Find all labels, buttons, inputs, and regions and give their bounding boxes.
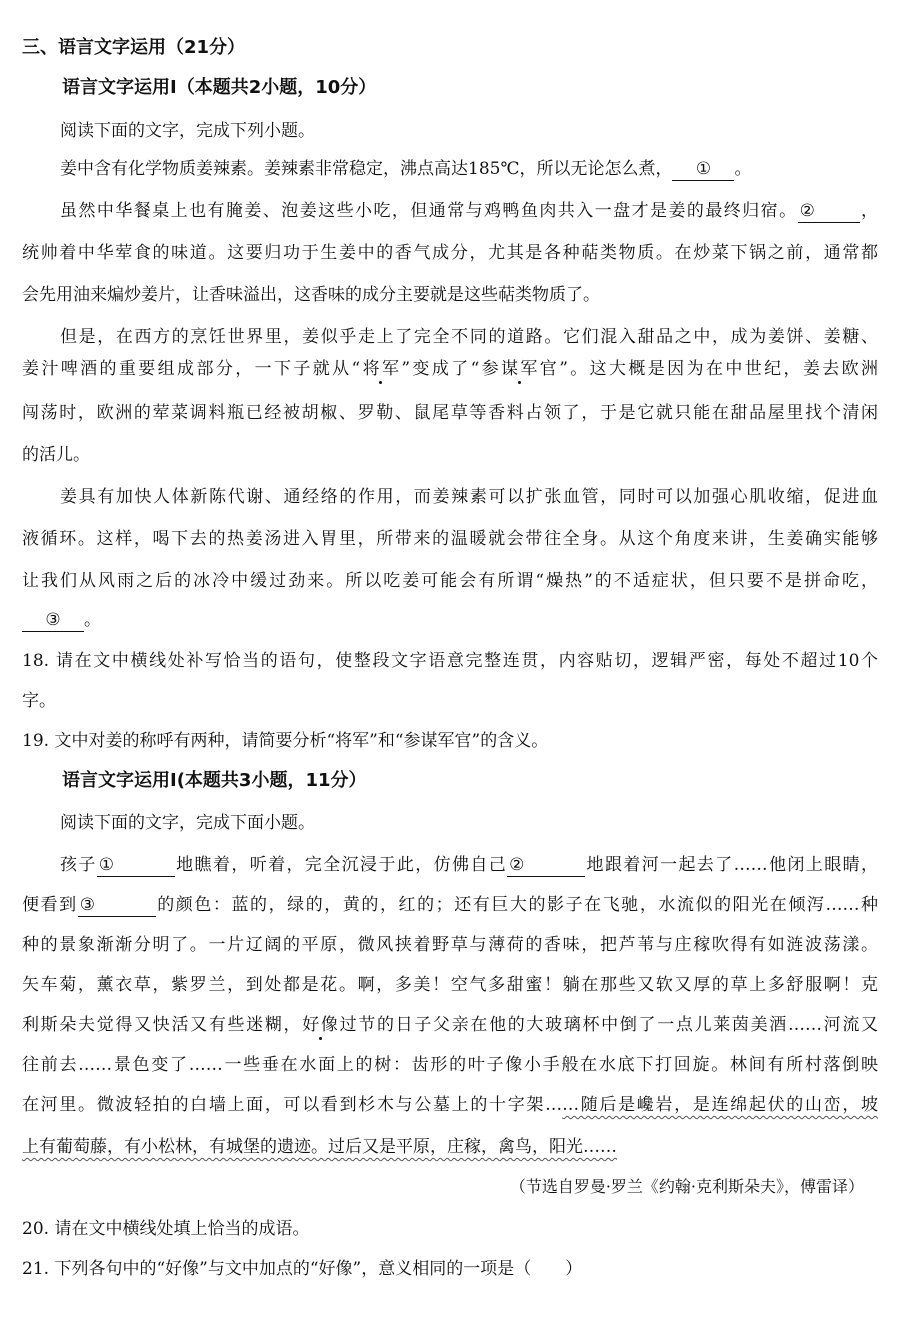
part2-title: 语言文字运用Ⅰ(本题共3小题，11分） [62,770,367,791]
text-segment: 。 [84,610,101,630]
passage1-paragraph2-line1 [60,200,878,223]
text-segment: 利斯朵夫觉得又快活又有些迷糊， [22,1015,303,1035]
answer-blank-2: ② [798,200,860,223]
question-21: 21. 下列各句中的“好像”与文中加点的“好像”，意义相同的一项是（ ） [22,1259,583,1279]
section-title: 三、语言文字运用（21分） [22,37,246,58]
dotted-term-canmou: 参谋军官 [479,359,560,379]
passage1-paragraph3-line1: 但是，在西方的烹饪世界里，姜似乎走上了完全不同的道路。它们混入甜品之中，成为姜饼、姜糖、 [60,327,878,347]
passage1-paragraph4-line4 [22,609,878,632]
answer-blank-3: ③ [22,609,84,632]
passage1-paragraph1 [60,158,878,181]
answer-blank-p2-2: ② [507,854,585,877]
question-20: 20. 请在文中横线处填上恰当的成语。 [22,1219,310,1239]
passage2-line1 [60,854,878,877]
passage1-paragraph2-line2: 统帅着中华荤食的味道。这要归功于生姜中的香气成分，尤其是各种萜类物质。在炒菜下锅之前，通常都 [22,243,878,263]
text-segment: ”变成了“ [401,359,480,379]
passage2-line8 [22,1136,878,1158]
passage1-paragraph3-line2 [22,358,878,380]
text-segment: 的颜色：蓝的，绿的，黄的，红的；还有巨大的影子在飞驰，水流似的阳光在倾泻……种 [155,895,879,915]
text-segment: 姜汁啤酒的重要组成部分，一下子就从“ [22,359,361,379]
passage2-line2 [22,894,878,917]
passage1-paragraph4-line1: 姜具有加快人体新陈代谢、通经络的作用，而姜辣素可以扩张血管，同时可以加强心肌收缩，促进血 [60,487,878,507]
answer-blank-p2-1: ① [97,854,175,877]
question-18-line2: 字。 [22,691,56,711]
passage1-paragraph3-line3: 闯荡时，欧洲的荤菜调料瓶已经被胡椒、罗勒、鼠尾草等香料占领了，于是它就只能在甜品屋里找个清闲 [22,403,878,423]
text-segment: 。 [734,159,752,179]
passage2-line4: 矢车菊，薰衣草，紫罗兰，到处都是花。啊，多美！空气多甜蜜！躺在那些又软又厚的草上多舒服啊！克 [22,975,878,995]
text-segment: 过节的日子父亲在他的大玻璃杯中倒了一点儿莱茵美酒……河流又 [339,1015,879,1035]
text-segment: 孩子 [60,855,97,875]
wavy-underlined-text: …随后是巉岩，是连绵起伏的山峦，坡 [562,1095,879,1115]
passage2-line6: 往前去……景色变了……一些垂在水面上的树：齿形的叶子像小手般在水底下打回旋。林间有所村落倒映 [22,1055,878,1075]
text-segment: 地跟着河一起去了……他闭上眼睛， [585,855,879,875]
text-segment: 虽然中华餐桌上也有腌姜、泡姜这些小吃，但通常与鸡鸭鱼肉共入一盘才是姜的最终归宿。 [60,201,798,221]
passage2-line5 [22,1014,878,1036]
answer-blank-1: ① [672,158,734,181]
text-segment: ”。这大概是因为在中世纪，姜去欧洲 [559,359,879,379]
part2-instruction: 阅读下面的文字，完成下面小题。 [60,813,315,833]
text-segment: 地瞧着，听着，完全沉浸于此，仿佛自己 [174,855,508,875]
passage2-line3: 种的景象渐渐分明了。一片辽阔的平原，微风挟着野草与薄荷的香味，把芦苇与庄稼吹得有如涟波荡漾。 [22,935,878,955]
passage1-paragraph3-line4: 的活儿。 [22,445,90,465]
passage-source: （节选自罗曼·罗兰《约翰·克利斯朵夫》，傅雷译） [509,1177,864,1196]
part1-title: 语言文字运用Ⅰ（本题共2小题，10分） [62,77,377,98]
dotted-term-jiangjun: 将军 [360,359,402,379]
text-segment: 在河里。微波轻拍的白墙上面，可以看到杉木与公墓上的十字架… [22,1095,563,1115]
passage1-paragraph2-line3: 会先用油来煸炒姜片，让香味溢出，这香味的成分主要就是这些萜类物质了。 [22,285,600,305]
dotted-term-haoxiang: 好像 [302,1015,340,1035]
answer-blank-p2-3: ③ [78,894,156,917]
passage2-line7 [22,1094,878,1116]
part1-instruction: 阅读下面的文字，完成下列小题。 [60,121,315,141]
wavy-underlined-text: 上有葡萄藤，有小松林，有城堡的遗迹。过后又是平原，庄稼，禽鸟，阳光…… [22,1137,617,1157]
text-segment: ， [859,201,879,221]
question-19: 19. 文中对姜的称呼有两种，请简要分析“将军”和“参谋军官”的含义。 [22,731,549,751]
passage1-paragraph4-line2: 液循环。这样，喝下去的热姜汤进入胃里，所带来的温暖就会带往全身。从这个角度来讲，生姜确实能够 [22,529,878,549]
text-segment: 姜中含有化学物质姜辣素。姜辣素非常稳定，沸点高达185℃，所以无论怎么煮， [60,159,673,179]
question-18-line1: 18. 请在文中横线处补写恰当的语句，使整段文字语意完整连贯，内容贴切，逻辑严密，每处不超过10个 [22,651,878,671]
text-segment: 便看到 [22,895,78,915]
passage1-paragraph4-line3: 让我们从风雨之后的冰冷中缓过劲来。所以吃姜可能会有所谓“燥热”的不适症状，但只要不是拼命吃， [22,571,878,591]
